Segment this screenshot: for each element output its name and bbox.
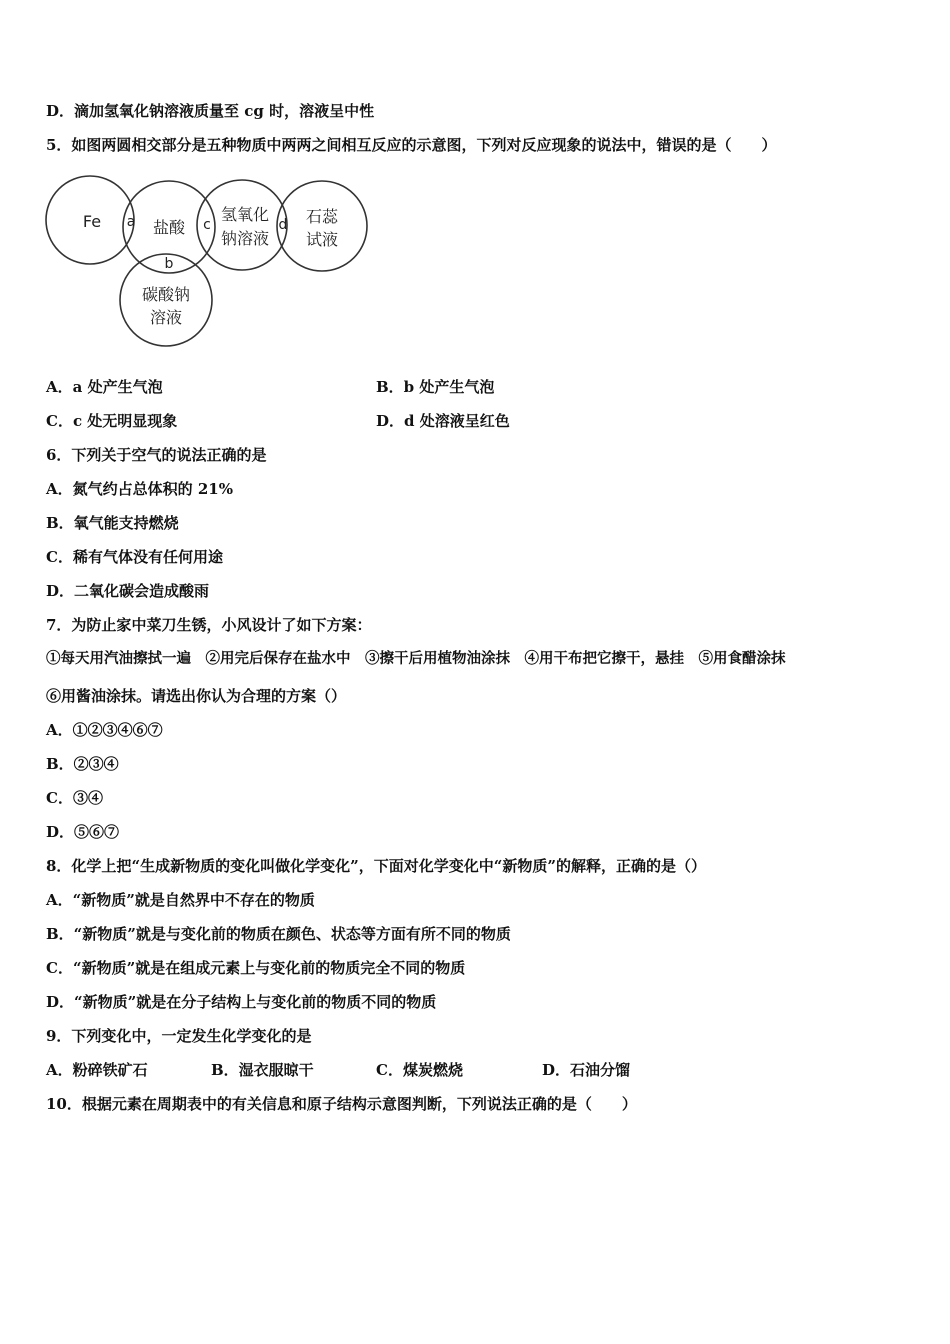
- intersection-c: c: [203, 217, 211, 233]
- question-9: 9．下列变化中，一定发生化学变化的是: [46, 1027, 312, 1045]
- reaction-circle-diagram: [42, 170, 372, 350]
- question-10: 10．根据元素在周期表中的有关信息和原子结构示意图判断，下列说法正确的是（ ）: [46, 1095, 637, 1113]
- question-8: 8．化学上把“生成新物质的变化叫做化学变化”，下面对化学变化中“新物质”的解释，正确的是（）: [46, 857, 706, 875]
- q7-option-d: D．⑤⑥⑦: [46, 823, 120, 841]
- q7-option-c: C．③④: [46, 789, 103, 807]
- label-acid: 盐酸: [152, 218, 186, 237]
- q6-option-b: B．氧气能支持燃烧: [46, 514, 179, 532]
- intersection-a: a: [126, 214, 136, 230]
- q9-option-a: A．粉碎铁矿石: [46, 1061, 148, 1079]
- intersection-b: b: [164, 256, 174, 272]
- label-litmus-1: 石蕊: [305, 207, 339, 226]
- label-naoh-1: 氢氧化: [220, 205, 270, 224]
- label-fe: Fe: [82, 212, 102, 231]
- q5-option-d: D．d 处溶液呈红色: [376, 412, 510, 430]
- q7-methods: ①每天用汽油擦拭一遍 ②用完后保存在盐水中 ③擦干后用植物油涂抹 ④用干布把它擦干，悬挂 ⑤用食醋涂抹: [46, 650, 786, 667]
- q5-option-b: B．b 处产生气泡: [376, 378, 495, 396]
- question-5: 5．如图两圆相交部分是五种物质中两两之间相互反应的示意图，下列对反应现象的说法中，错误的是（ ）: [46, 136, 777, 154]
- q8-option-b: B．“新物质”就是与变化前的物质在颜色、状态等方面有所不同的物质: [46, 925, 511, 943]
- question-7: 7．为防止家中菜刀生锈，小风设计了如下方案：: [46, 616, 372, 634]
- q5-option-c: C．c 处无明显现象: [46, 412, 178, 430]
- intersection-d: d: [278, 217, 288, 233]
- q8-option-d: D．“新物质”就是在分子结构上与变化前的物质不同的物质: [46, 993, 437, 1011]
- q8-option-a: A．“新物质”就是自然界中不存在的物质: [46, 891, 315, 909]
- label-naoh-2: 钠溶液: [220, 229, 270, 248]
- question-6: 6．下列关于空气的说法正确的是: [46, 446, 267, 464]
- label-na2co3-1: 碳酸钠: [141, 285, 191, 304]
- q7-option-b: B．②③④: [46, 755, 119, 773]
- q9-option-d: D．石油分馏: [542, 1061, 631, 1079]
- q6-option-d: D．二氧化碳会造成酸雨: [46, 582, 210, 600]
- q4-option-d: D．滴加氢氧化钠溶液质量至 cg 时，溶液呈中性: [46, 102, 375, 120]
- label-litmus-2: 试液: [305, 230, 339, 249]
- q8-option-c: C．“新物质”就是在组成元素上与变化前的物质完全不同的物质: [46, 959, 466, 977]
- q7-methods-cont: ⑥用酱油涂抹。请选出你认为合理的方案（）: [46, 687, 347, 705]
- q9-option-b: B．湿衣服晾干: [211, 1061, 314, 1079]
- q7-option-a: A．①②③④⑥⑦: [46, 721, 163, 739]
- q5-option-a: A．a 处产生气泡: [46, 378, 163, 396]
- q6-option-a: A．氮气约占总体积的 21%: [46, 480, 233, 498]
- q6-option-c: C．稀有气体没有任何用途: [46, 548, 223, 566]
- q9-option-c: C．煤炭燃烧: [376, 1061, 463, 1079]
- label-na2co3-2: 溶液: [149, 308, 183, 327]
- circle-litmus: [277, 181, 367, 271]
